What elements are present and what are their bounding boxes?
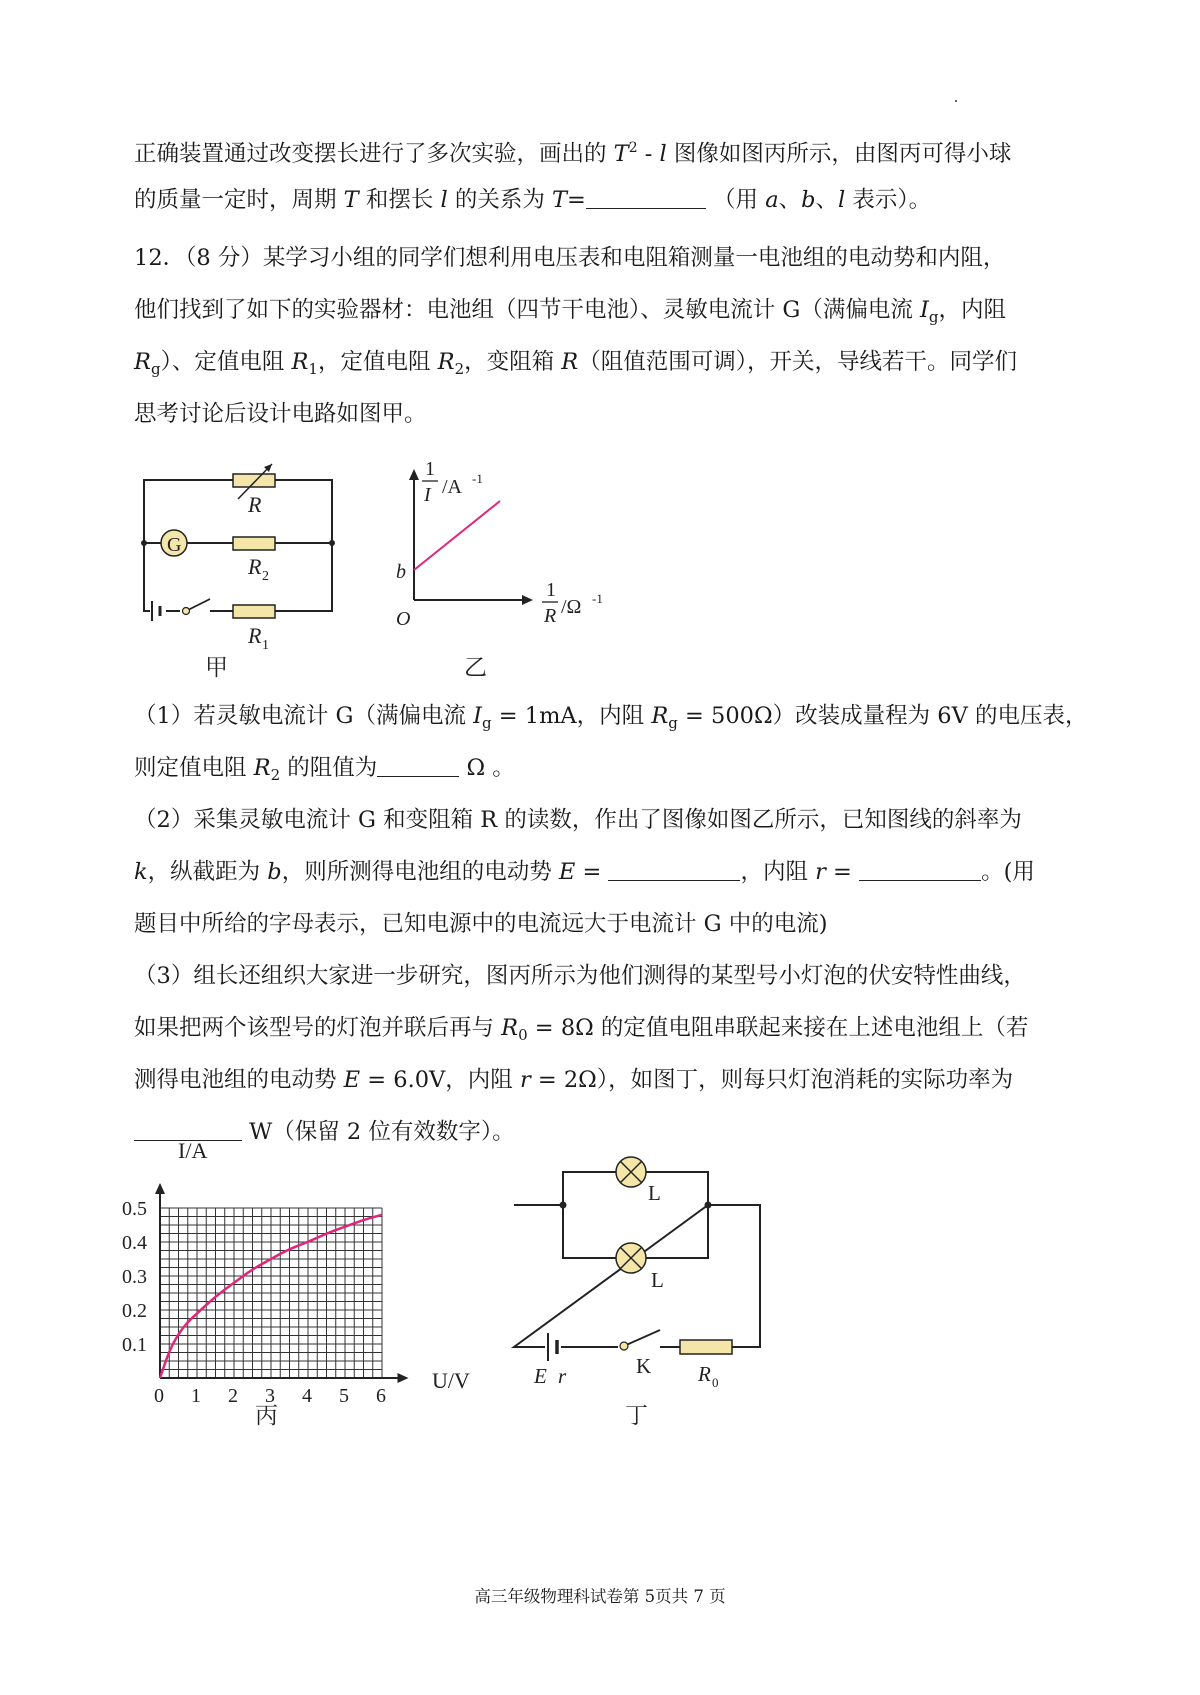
var-T: T: [613, 141, 629, 167]
label-E: E: [534, 1364, 547, 1388]
battery-icon: [545, 1330, 561, 1362]
text: = 1mA，内阻: [491, 703, 652, 729]
var-R: R: [501, 1015, 519, 1041]
sub3-line-1: （3）组长还组织大家进一步研究，图丙所示为他们测得的某型号小灯泡的伏安特性曲线，: [134, 963, 1026, 989]
switch-icon: [618, 1330, 660, 1350]
x-tick-label: 5: [339, 1385, 349, 1407]
y-axis-arrow: [155, 1183, 165, 1194]
node: [705, 1202, 712, 1209]
text: -: [637, 141, 660, 167]
origin-O: O: [396, 608, 411, 630]
text: ，则所测得电池组的电动势: [281, 859, 559, 885]
sub-questions: [134, 690, 1088, 1158]
var-E: E: [343, 1067, 361, 1093]
text: Ω 。: [459, 755, 515, 781]
x-tick-label: 0: [154, 1385, 164, 1407]
x-label-unit: /Ω: [561, 596, 582, 618]
var-b: b: [801, 187, 816, 213]
text: ，定值电阻: [317, 349, 438, 375]
text: 的阻值为: [280, 755, 378, 781]
x-tick-label: 3: [265, 1385, 275, 1407]
var-I: I: [473, 703, 482, 729]
text: ，变阻箱: [464, 349, 562, 375]
label-G: G: [167, 534, 182, 556]
y-tick-label: 0.3: [122, 1266, 147, 1288]
figure-bing-chart: [120, 1140, 480, 1430]
text: 表示）。: [845, 187, 932, 213]
text: = 2Ω），如图丁，则每只灯泡消耗的实际功率为: [530, 1067, 1014, 1093]
chart-y-label: I/A: [178, 1140, 208, 1163]
chart-grid: [160, 1208, 382, 1378]
figure-ding-circuit: [500, 1140, 800, 1430]
q12-line-2: [134, 284, 1084, 336]
text: 测得电池组的电动势: [134, 1067, 344, 1093]
q12-stem: [134, 232, 1084, 440]
var-I: I: [920, 297, 929, 323]
text: =: [575, 859, 609, 885]
y-label-num: 1: [425, 458, 435, 480]
label-R1-sub: 1: [262, 638, 269, 653]
var-r: r: [519, 1067, 531, 1093]
text: =: [567, 187, 586, 213]
text: 正确装置通过改变摆长进行了多次实验，画出的: [134, 141, 607, 167]
intercept-b: b: [396, 561, 406, 583]
sub2-line-1: （2）采集灵敏电流计 G 和变阻箱 R 的读数，作出了图像如图乙所示，已知图线的斜率为: [134, 807, 1022, 833]
subscript: g: [668, 714, 678, 732]
var-E: E: [558, 859, 576, 885]
label-K: K: [636, 1354, 652, 1378]
lamp-icon: [616, 1243, 646, 1273]
caption-bing: 丙: [255, 1403, 278, 1428]
text: 的质量一定时，周期: [134, 187, 344, 213]
var-T: T: [343, 187, 359, 213]
x-axis-arrow: [398, 1373, 409, 1383]
page-footer: 高三年级物理科试卷第 5页共 7 页: [474, 1587, 726, 1606]
y-label-den: I: [424, 484, 431, 506]
label-R2: R: [248, 554, 262, 579]
text: （用: [713, 187, 766, 213]
subscript: 1: [308, 360, 318, 378]
var-R: R: [437, 349, 455, 375]
caption-jia: 甲: [205, 655, 228, 680]
var-k: k: [134, 859, 148, 885]
answer-blank-r[interactable]: [859, 854, 981, 881]
subscript: g: [150, 360, 161, 378]
label-R2-sub: 2: [262, 569, 269, 584]
resistor-R1: [233, 605, 275, 618]
q11-continuation: [134, 122, 1084, 226]
sub3-line-3: [134, 1054, 1084, 1106]
text: ，内阻: [938, 297, 1007, 323]
text: 和摆长: [358, 187, 441, 213]
y-tick-label: 0.4: [122, 1232, 147, 1254]
scan-mark: [955, 100, 957, 102]
text: =: [825, 859, 860, 885]
chart-x-label: U/V: [432, 1368, 470, 1393]
q12-line-4: 思考讨论后设计电路如图甲。: [134, 401, 427, 427]
q12-line-1: 12．（8 分）某学习小组的同学们想利用电压表和电阻箱测量一电池组的电动势和内阻，: [134, 245, 1006, 271]
figure-jia-circuit: [130, 460, 360, 680]
text: 图像如图丙所示，由图丙可得小球: [666, 141, 1012, 167]
var-b: b: [267, 859, 282, 885]
data-line: [414, 501, 500, 570]
y-tick-label: 0.5: [122, 1198, 147, 1220]
sub1-line-1: [134, 690, 1088, 742]
text: 则定值电阻: [134, 755, 254, 781]
label-L2: L: [651, 1268, 664, 1292]
x-tick-label: 1: [191, 1385, 201, 1407]
text: 。(用: [981, 859, 1035, 885]
subscript: 0: [518, 1026, 528, 1044]
lamp-icon: [616, 1157, 646, 1187]
battery-icon: [150, 600, 166, 622]
q12-line-3: [134, 336, 1084, 388]
text: ，内阻: [740, 859, 816, 885]
answer-blank-E[interactable]: [608, 854, 740, 881]
label-R: R: [248, 492, 262, 517]
x-label-num: 1: [546, 579, 556, 601]
sub2-line-3: 题目中所给的字母表示，已知电源中的电流远大于电流计 G 中的电流): [134, 911, 828, 937]
text: 、: [815, 187, 839, 213]
var-r: r: [815, 859, 826, 885]
var-R: R: [651, 703, 669, 729]
sub3-line-2: [134, 1002, 1084, 1054]
text: 如果把两个该型号的灯泡并联后再与: [134, 1015, 502, 1041]
label-R0: R: [698, 1362, 711, 1386]
subscript: g: [928, 308, 939, 326]
sub1-line-2: [134, 742, 1084, 794]
text: = 500Ω）改装成量程为 6V 的电压表，: [677, 703, 1088, 729]
answer-blank-R2[interactable]: [377, 750, 459, 777]
node: [141, 540, 147, 546]
x-label-den: R: [544, 605, 557, 627]
y-label-sup: -1: [472, 471, 483, 486]
subscript: 2: [270, 766, 281, 784]
label-r: r: [558, 1364, 567, 1388]
text: 、: [778, 187, 802, 213]
caption-yi: 乙: [464, 655, 487, 680]
x-tick-label: 4: [302, 1385, 312, 1407]
var-a: a: [765, 187, 779, 213]
answer-blank-T[interactable]: [586, 182, 706, 209]
var-T: T: [552, 187, 568, 213]
q11-line-2: [134, 174, 1084, 226]
var-R: R: [291, 349, 309, 375]
text: 他们找到了如下的实验器材：电池组（四节干电池）、灵敏电流计 G（满偏电流: [134, 297, 921, 323]
y-tick-label: 0.2: [122, 1300, 147, 1322]
var-R: R: [561, 349, 579, 375]
var-R: R: [134, 349, 151, 375]
resistor-R2: [233, 537, 275, 550]
var-l: l: [659, 141, 667, 167]
label-R1: R: [248, 623, 262, 648]
node: [560, 1202, 567, 1209]
x-label-sup: -1: [592, 591, 603, 606]
superscript: 2: [628, 140, 638, 156]
text: （阻值范围可调），开关，导线若干。同学们: [578, 349, 1017, 375]
subscript: g: [481, 714, 492, 732]
x-tick-label: 2: [228, 1385, 238, 1407]
text: ）、定值电阻: [160, 349, 292, 375]
subscript: 2: [454, 360, 465, 378]
var-R: R: [253, 755, 271, 781]
q11-line-1: [134, 122, 1084, 174]
var-l: l: [440, 187, 448, 213]
y-label-unit: /A: [442, 476, 462, 498]
resistor-R0: [680, 1340, 732, 1354]
text: = 8Ω 的定值电阻串联起来接在上述电池组上（若: [527, 1015, 1029, 1041]
x-tick-label: 6: [376, 1385, 386, 1407]
switch-icon: [180, 599, 210, 615]
node: [329, 540, 335, 546]
label-L1: L: [648, 1181, 661, 1205]
figure-yi-graph: [380, 455, 640, 680]
var-l: l: [838, 187, 846, 213]
text: W（保留 2 位有效数字）。: [242, 1119, 515, 1145]
caption-ding: 丁: [625, 1403, 648, 1428]
text: 的关系为: [447, 187, 552, 213]
y-axis-arrow: [409, 469, 419, 480]
sub2-line-2: [134, 846, 1084, 898]
answer-blank-power[interactable]: [134, 1114, 242, 1141]
text: （1）若灵敏电流计 G（满偏电流: [134, 703, 474, 729]
label-R0-sub: 0: [712, 1375, 719, 1390]
text: = 6.0V，内阻: [360, 1067, 520, 1093]
x-axis-arrow: [522, 595, 533, 605]
text: ，纵截距为: [147, 859, 268, 885]
y-tick-label: 0.1: [122, 1334, 147, 1356]
